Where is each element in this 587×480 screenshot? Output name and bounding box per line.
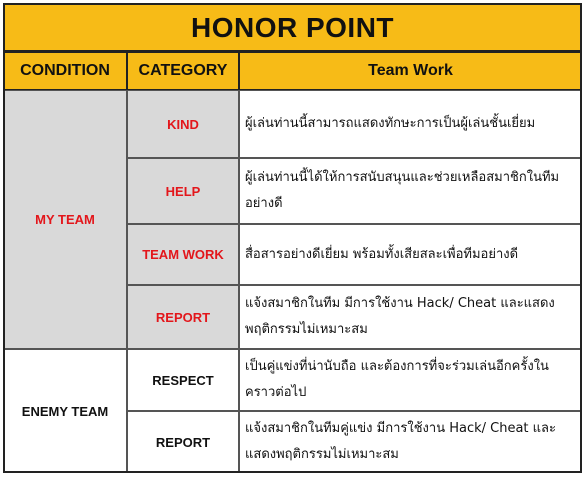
category-team-work: TEAM WORK xyxy=(127,224,239,285)
description-line: พฤติกรรมไม่เหมาะสม xyxy=(245,322,368,337)
category-report-enemy-team: REPORT xyxy=(127,411,239,473)
category-help: HELP xyxy=(127,158,239,224)
header-category: CATEGORY xyxy=(127,52,239,90)
condition-enemy-team: ENEMY TEAM xyxy=(3,349,127,473)
header-condition: CONDITION xyxy=(3,52,127,90)
description-line: ผู้เล่นท่านนี้ได้ให้การสนับสนุนและช่วยเหลือสมาชิกในทีม xyxy=(245,170,560,185)
category-respect: RESPECT xyxy=(127,349,239,411)
description-line: คราวต่อไป xyxy=(245,385,307,400)
description-line: แจ้งสมาชิกในทีมคู่แข่ง มีการใช้งาน Hack/ Cheat และ xyxy=(245,421,556,436)
description-line: แสดงพฤติกรรมไม่เหมาะสม xyxy=(245,447,399,462)
description-line: ผู้เล่นท่านนี้สามารถแสดงทักษะการเป็นผู้เล่นชั้นเยี่ยม xyxy=(245,116,536,131)
header-team-work: Team Work xyxy=(239,52,582,90)
description-line: อย่างดี xyxy=(245,196,283,211)
description-line: เป็นคู่แข่งที่น่านับถือ และต้องการที่จะร่วมเล่นอีกครั้งใน xyxy=(245,359,549,374)
category-kind: KIND xyxy=(127,90,239,158)
description-line: แจ้งสมาชิกในทีม มีการใช้งาน Hack/ Cheat และแสดง xyxy=(245,296,555,311)
table-border xyxy=(3,3,582,473)
description-line: สื่อสารอย่างดีเยี่ยม พร้อมทั้งเสียสละเพื่อทีมอย่างดี xyxy=(245,246,519,262)
condition-my-team: MY TEAM xyxy=(3,90,127,349)
category-report-my-team: REPORT xyxy=(127,285,239,349)
page-title: HONOR POINT xyxy=(3,3,582,52)
